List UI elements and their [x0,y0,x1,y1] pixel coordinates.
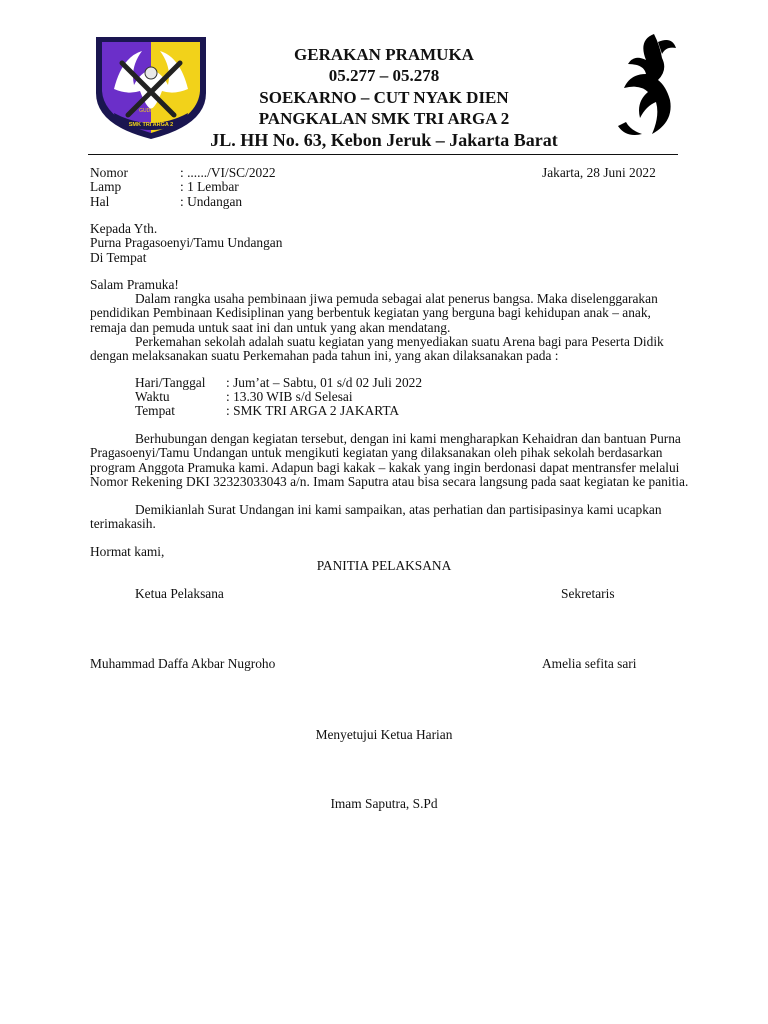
paragraph-4: Demikianlah Surat Undangan ini kami sampaikan, atas perhatian dan partisipasinya kami ucapkan terimakasih. [90,502,662,532]
header-divider [88,154,678,155]
header-line-base: PANGKALAN SMK TRI ARGA 2 [258,109,510,128]
logo-text-top: GUDEPTA [139,108,163,114]
meta-value-hal: : Undangan [180,194,243,209]
recipient-line1: Kepada Yth. [90,221,158,236]
detail-label-date: Hari/Tanggal [135,375,206,390]
signer-name-right: Amelia sefita sari [542,656,637,671]
header-line-organization: GERAKAN PRAMUKA [294,45,474,64]
paragraph-2: Perkemahan sekolah adalah suatu kegiatan yang menyediakan suatu Arena bagi para Peserta Didik dengan melaksanakan suatu Perkemahan pada tahun ini, yang akan dilaksanakan pada : [90,334,664,364]
detail-value-place: : SMK TRI ARGA 2 JAKARTA [226,403,400,418]
header-line-code: 05.277 – 05.278 [328,66,440,85]
approval-title: Menyetujui Ketua Harian [315,727,453,742]
closing-regards: Hormat kami, [90,544,165,559]
header-line-address: JL. HH No. 63, Kebon Jeruk – Jakarta Barat [210,130,558,150]
signer-title-left: Ketua Pelaksana [135,586,224,601]
meta-value-lamp: : 1 Lembar [180,179,239,194]
approver-name: Imam Saputra, S.Pd [330,796,438,811]
meta-value-nomor: : ....../VI/SC/2022 [180,165,276,180]
recipient-line3: Di Tempat [90,250,147,265]
meta-label-hal: Hal [90,194,110,209]
header-line-name: SOEKARNO – CUT NYAK DIEN [259,88,509,107]
detail-value-date: : Jum’at – Sabtu, 01 s/d 02 Juli 2022 [226,375,423,390]
greeting: Salam Pramuka! [90,277,179,292]
recipient-line2: Purna Pragasoenyi/Tamu Undangan [90,235,283,250]
detail-label-place: Tempat [135,403,175,418]
logo-text-bottom: SMK TRI ARGA 2 [128,122,174,128]
signer-name-left: Muhammad Daffa Akbar Nugroho [90,656,276,671]
meta-label-nomor: Nomor [90,165,128,180]
paragraph-1: Dalam rangka usaha pembinaan jiwa pemuda sebagai alat penerus bangsa. Maka diselenggarakan pendidikan Pembinaan Kedisiplinan yang berbentuk kegiatan yang berguna bagi kehidupan anak – anak, remaja dan pemuda untuk saat ini dan untuk yang akan mendatang. [90,291,658,335]
detail-label-time: Waktu [135,389,170,404]
detail-value-time: : 13.30 WIB s/d Selesai [226,389,353,404]
paragraph-3: Berhubungan dengan kegiatan tersebut, dengan ini kami mengharapkan Kehaidran dan bantuan Purna Pragasoenyi/Tamu Undangan untuk mengikuti kegiatan yang dilaksanakan oleh pihak sekolah berdasarkan program Anggota Pramuka kami. Adapun bagi kakak – kakak yang ingin berdonasi dapat mentransfer melalui Nomor Rekening DKI 32323033043 a/n. Imam Saputra atau bisa secara langsung pada saat kegiatan ke panitia. [90,431,689,490]
meta-label-lamp: Lamp [90,179,122,194]
committee-title: PANITIA PELAKSANA [316,558,452,573]
letter-date: Jakarta, 28 Juni 2022 [542,165,656,180]
signer-title-right: Sekretaris [561,586,615,601]
